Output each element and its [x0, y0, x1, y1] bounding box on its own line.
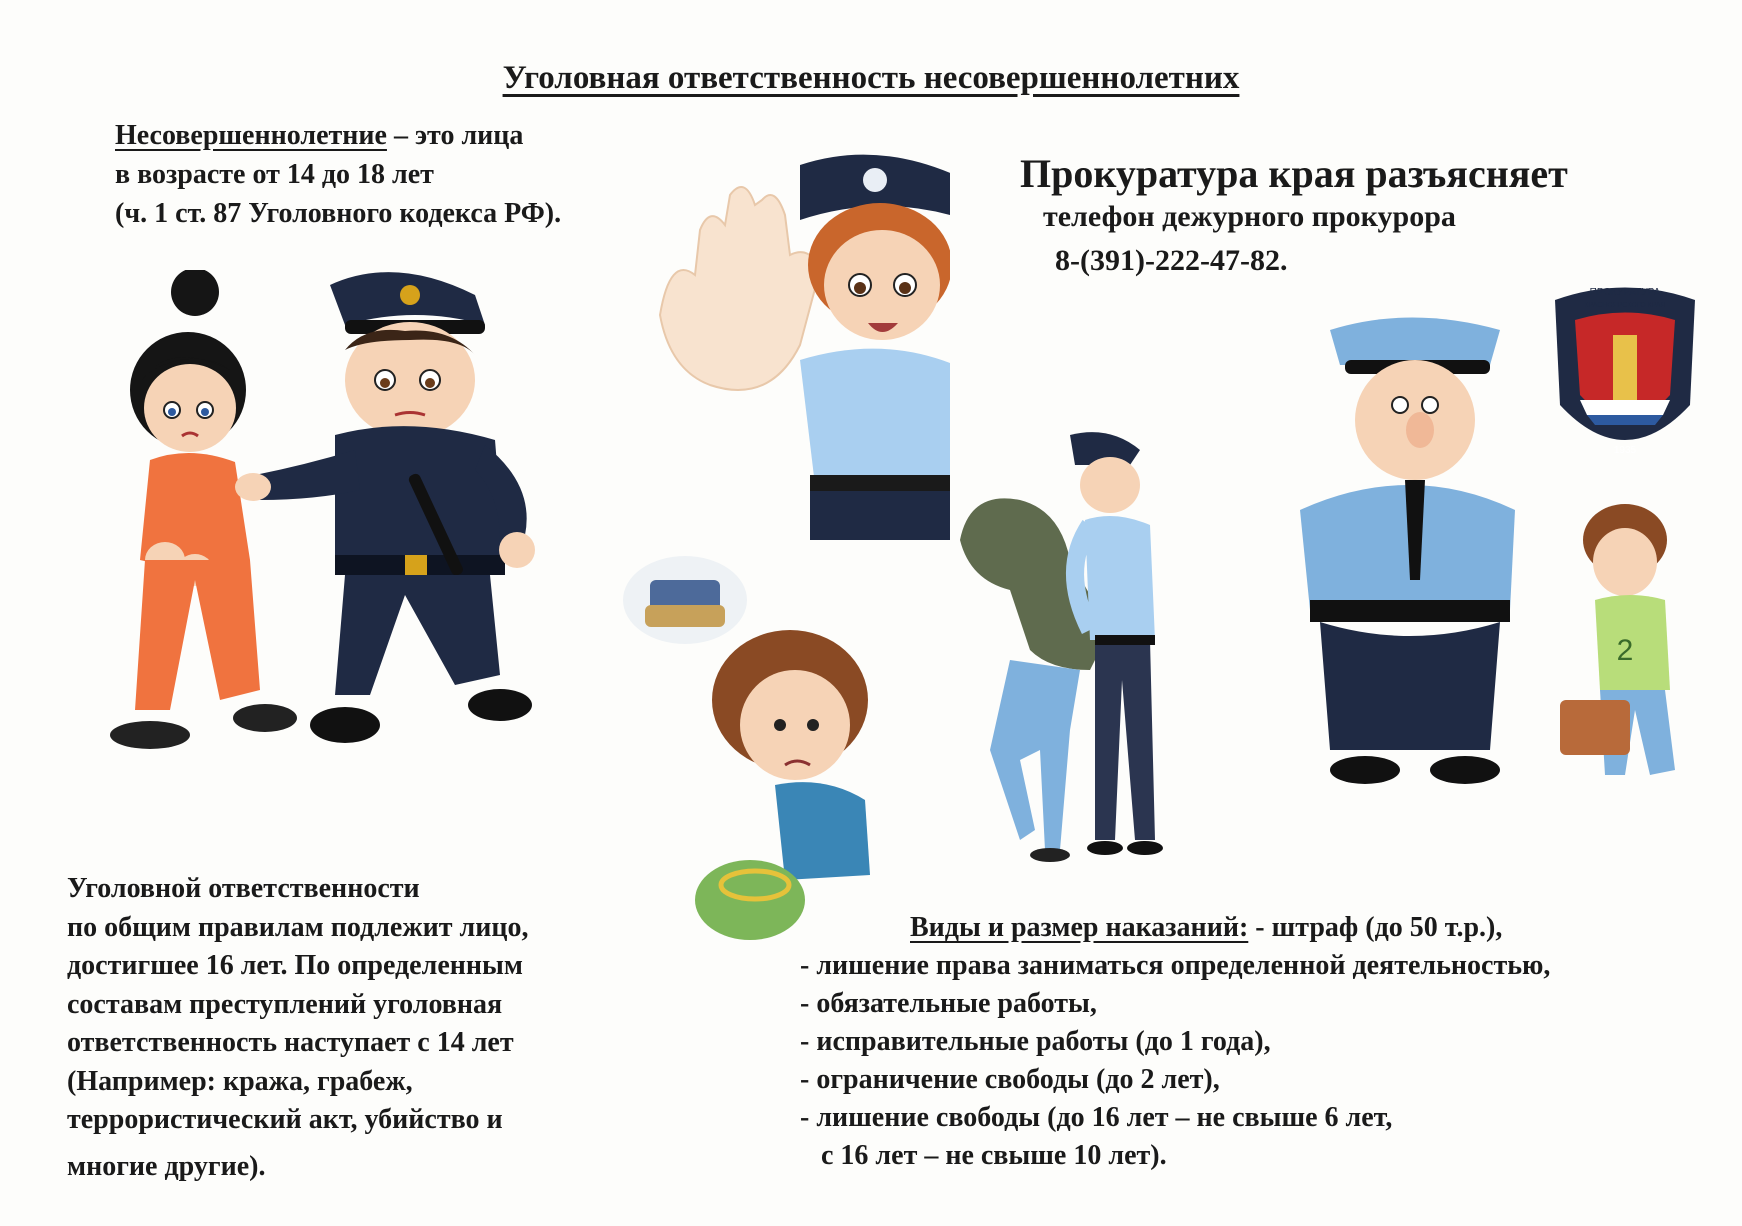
emblem-title: ПРОКУРАТУРА — [1589, 287, 1661, 298]
boy-briefcase-illustration — [1555, 500, 1715, 790]
definition-line3: (ч. 1 ст. 87 Уголовного кодекса РФ). — [115, 198, 562, 229]
definition-block — [115, 116, 561, 233]
liability-line: достигшее 16 лет. По определенным — [67, 950, 523, 981]
liability-block — [67, 870, 529, 1186]
sad-boy-illustration — [695, 625, 895, 965]
phone-label: телефон дежурного прокурора — [1043, 200, 1456, 233]
big-officer-illustration — [1290, 310, 1520, 790]
punishments-block — [800, 909, 1550, 1175]
liability-line: Уголовной ответственности — [67, 873, 420, 904]
punishment-item: - штраф (до 50 т.р.), — [1248, 912, 1503, 943]
punishment-item: с 16 лет – не свыше 10 лет). — [800, 1140, 1167, 1171]
phone-number: 8-(391)-222-47-82. — [1055, 244, 1288, 277]
female-officer-illustration — [650, 145, 950, 545]
emblem-year: 1935 — [1613, 445, 1637, 456]
punishment-item: - исправительные работы (до 1 года), — [800, 1026, 1271, 1057]
definition-line1: – это лица — [386, 120, 524, 151]
prosecutor-emblem — [1545, 275, 1705, 475]
punishment-item: - обязательные работы, — [800, 988, 1097, 1019]
page-title: Уголовная ответственность несовершеннолетних — [502, 60, 1240, 96]
punishment-item: - лишение права заниматься определенной деятельностью, — [800, 950, 1551, 981]
punishments-heading: Виды и размер наказаний: — [910, 912, 1249, 943]
liability-line: ответственность наступает с 14 лет — [67, 1027, 514, 1058]
svg-text:2: 2 — [1616, 634, 1634, 667]
liability-line: многие другие). — [67, 1150, 266, 1182]
definition-line2: в возрасте от 14 до 18 лет — [115, 159, 434, 190]
prosecutor-heading: Прокуратура края разъясняет — [1020, 151, 1568, 196]
liability-line: составам преступлений уголовная — [67, 988, 503, 1020]
emblem-subtitle: КРАСНОЯРСКОГО КРАЯ — [1584, 302, 1666, 309]
definition-term: Несовершеннолетние — [115, 120, 387, 151]
liability-line: (Например: кража, грабеж, — [67, 1065, 413, 1097]
punishment-item: - ограничение свободы (до 2 лет), — [800, 1064, 1220, 1095]
arrest-scene-illustration — [950, 430, 1180, 870]
punishment-item: - лишение свободы (до 16 лет – не свыше 6 лет, — [800, 1102, 1393, 1133]
dark-policeman-illustration — [235, 265, 575, 765]
liability-line: по общим правилам подлежит лицо, — [67, 911, 529, 943]
liability-line: террористический акт, убийство и — [67, 1104, 503, 1135]
